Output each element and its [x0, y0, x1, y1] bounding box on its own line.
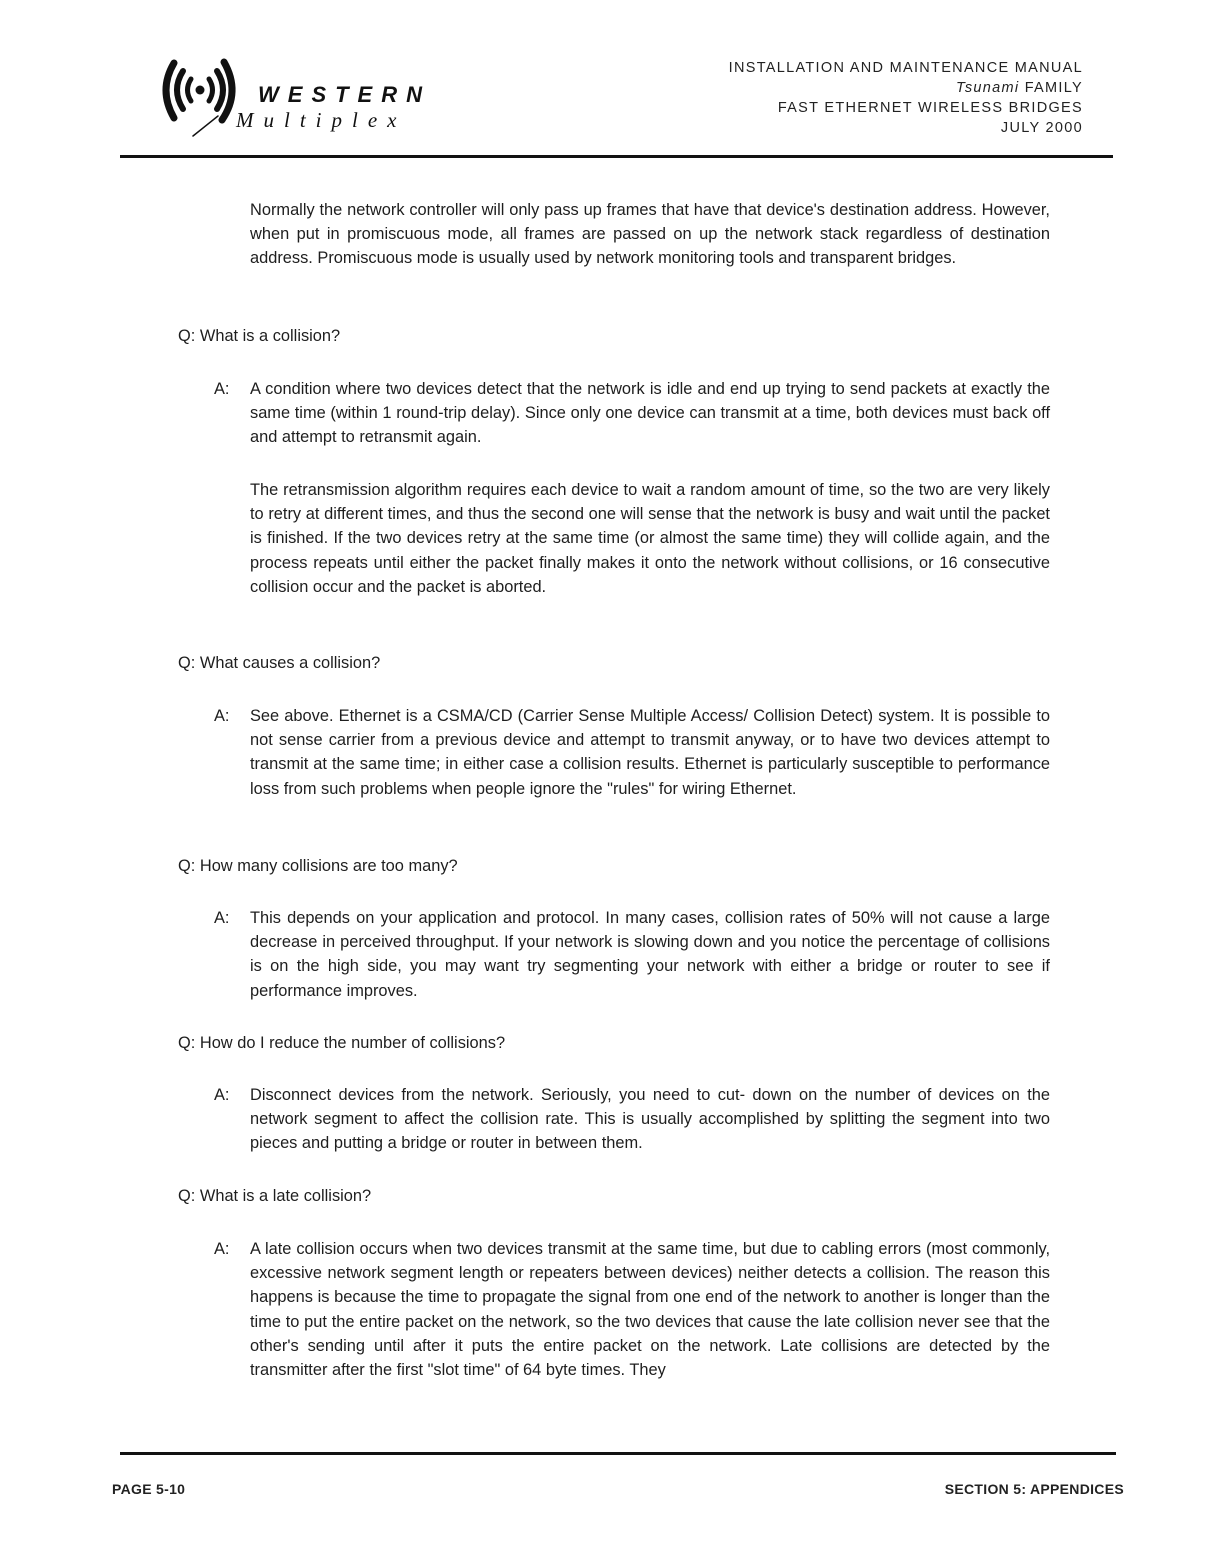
document-header [729, 58, 1083, 138]
header-family-label: FAMILY [1019, 80, 1083, 96]
header-date: JULY 2000 [1000, 120, 1083, 136]
answer-label: A: [214, 909, 230, 927]
page-number: PAGE 5-10 [112, 1481, 186, 1497]
question-4: Q: How do I reduce the number of collisions? [178, 1034, 506, 1052]
intro-paragraph: Normally the network controller will only pass up frames that have that device's destination address. However, when put in promiscuous mode, all frames are passed on up the network stack regardless of destination address. Promiscuous mode is usually used by network monitoring tools and transparent bridges. [250, 201, 1050, 268]
header-product-family [729, 78, 1083, 98]
answer-label: A: [214, 707, 230, 725]
section-title: SECTION 5: APPENDICES [944, 1481, 1124, 1497]
header-product-name: Tsunami [956, 80, 1020, 96]
header-manual-title: INSTALLATION AND MAINTENANCE MANUAL [728, 60, 1083, 76]
answer-3 [214, 906, 1050, 1003]
question-3: Q: How many collisions are too many? [178, 857, 458, 875]
answer-text: Disconnect devices from the network. Seriously, you need to cut- down on the number of devices on the network segment to affect the collision rate. This is usually accomplished by splitting the segment into two pieces and putting a bridge or router in between them. [250, 1086, 1050, 1153]
question-2: Q: What causes a collision? [178, 654, 381, 672]
question-5: Q: What is a late collision? [178, 1187, 372, 1205]
answer-4 [214, 1083, 1050, 1156]
answer-label: A: [214, 1086, 230, 1104]
answer-text: A late collision occurs when two devices transmit at the same time, but due to cabling errors (most commonly, excessive network segment length or repeaters between devices) neither detects a collision. The reason this happens is because the time to propagate the signal from one end of the network to another is longer than the time to put the entire packet on the network, so the two devices that cause the late collision never see that the other's sending until after it puts the entire packet on the network. Late collisions are detected by the transmitter after the first "slot time" of 64 byte times. They [250, 1240, 1050, 1380]
answer-text: See above. Ethernet is a CSMA/CD (Carrier Sense Multiple Access/ Collision Detect) system. It is possible to not sense carrier from a previous device and attempt to transmit anyway, or to have two devices attempt to transmit at the same time; in either case a collision results. Ethernet is particularly susceptible to performance loss from such problems when people ignore the "rules" for wiring Ethernet. [250, 707, 1050, 798]
answer-2 [214, 704, 1050, 801]
answer-text: This depends on your application and protocol. In many cases, collision rates of 50% will not cause a large decrease in perceived throughput. If your network is slowing down and you notice the percentage of collisions is on the high side, you may want try segmenting your network with either a bridge or router to see if performance improves. [250, 909, 1050, 1000]
header-divider [120, 155, 1113, 158]
radio-waves-logo-mark [158, 52, 248, 142]
answer-label: A: [214, 1240, 230, 1258]
footer-divider [120, 1452, 1116, 1455]
answer-1-continuation: The retransmission algorithm requires each device to wait a random amount of time, so the two are very likely to retry at different times, and thus the second one will sense that the network is busy and wait until the packet is finished. If the two devices retry at the same time (or almost the same time) they will collide again, and the process repeats until either the packet finally makes it onto the network without collisions, or 16 consecutive collision occur and the packet is aborted. [250, 481, 1050, 596]
logo-text-western: WESTERN [258, 82, 431, 107]
answer-text: A condition where two devices detect that the network is idle and end up trying to send packets at exactly the same time (within 1 round-trip delay). Since only one device can transmit at a time, both devices must back off and attempt to retransmit again. [250, 380, 1050, 447]
answer-5 [214, 1237, 1050, 1382]
header-product-line: FAST ETHERNET WIRELESS BRIDGES [777, 100, 1083, 116]
question-1: Q: What is a collision? [178, 327, 341, 345]
answer-1 [214, 377, 1050, 450]
answer-label: A: [214, 380, 230, 398]
company-logo [158, 52, 448, 142]
logo-text-multiplex: Multiplex [236, 108, 407, 132]
